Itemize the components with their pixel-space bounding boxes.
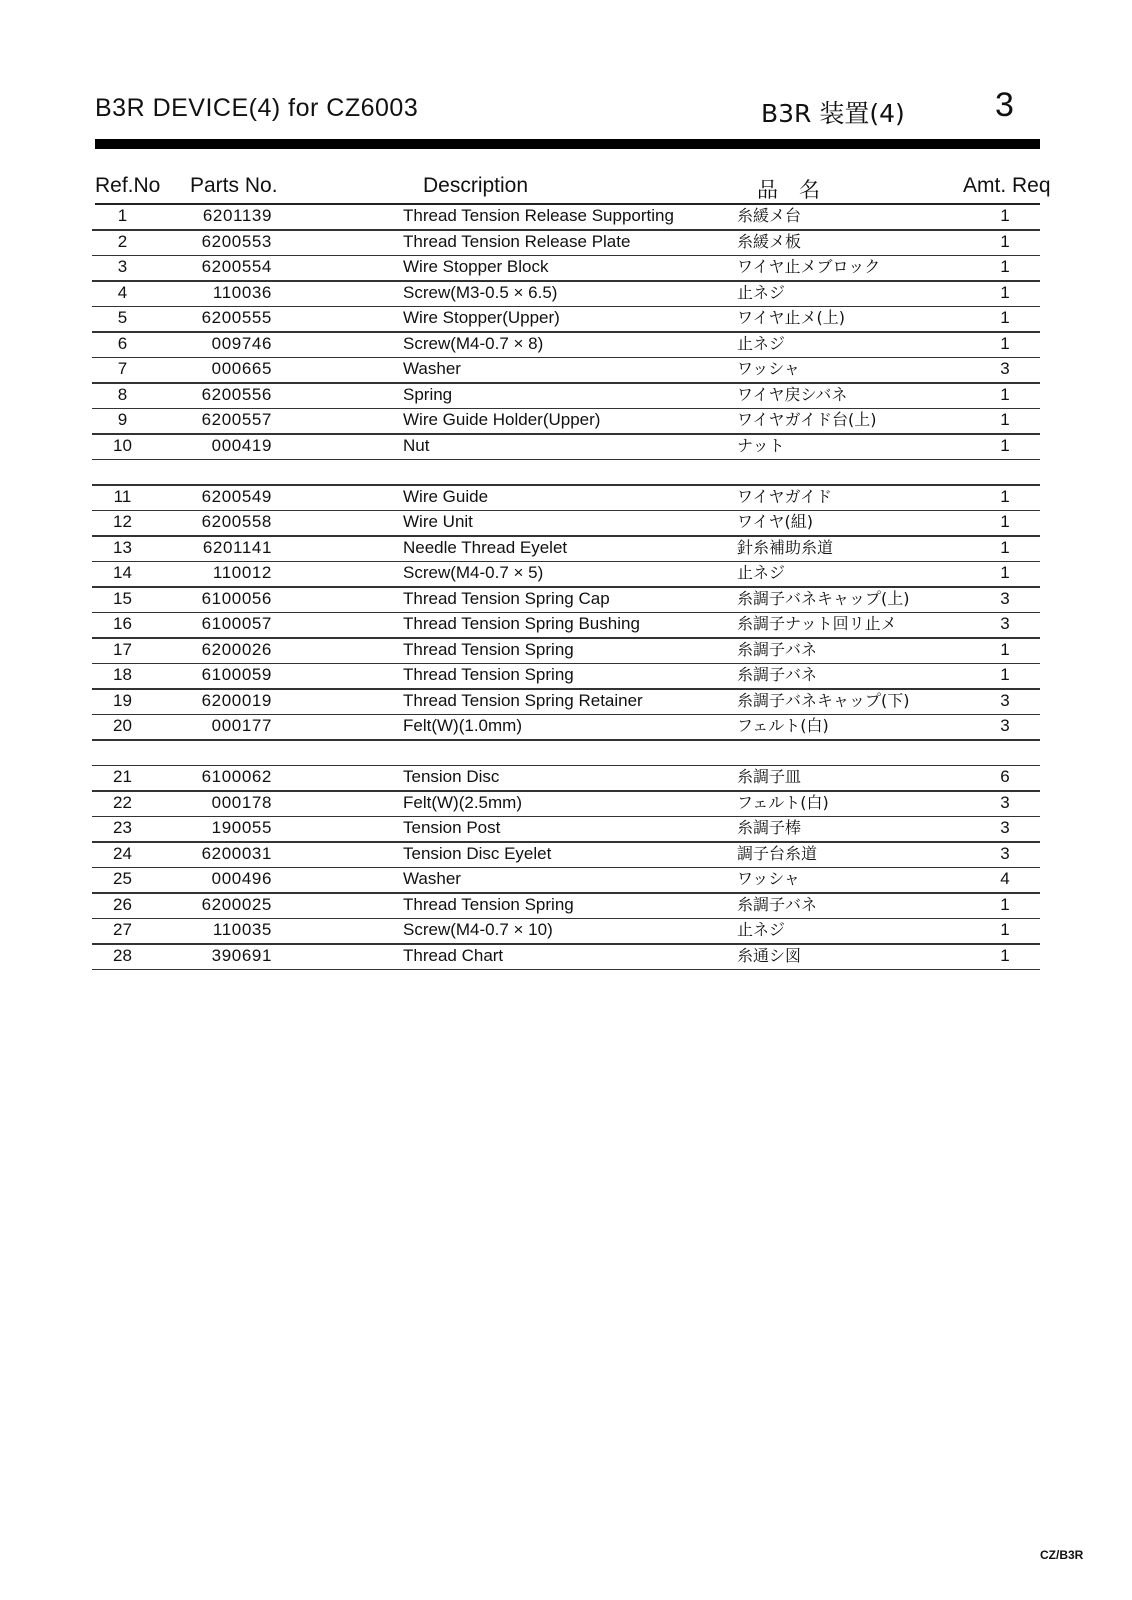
ref-no-cell: 1: [117, 206, 128, 225]
parts-no-cell: 6200556: [201, 384, 272, 404]
ref-no-cell: 22: [113, 792, 132, 812]
parts-no-cell: 000177: [211, 716, 272, 735]
parts-no-cell: 6200019: [201, 690, 272, 710]
table-row: [0, 766, 1132, 792]
name-jp-cell: ワイヤ止メ(上): [737, 308, 846, 327]
name-jp-cell: フェルト(白): [737, 716, 829, 735]
description-cell: Wire Stopper Block: [403, 257, 549, 276]
amount-cell: 1: [1000, 512, 1010, 531]
table-row: [0, 282, 1132, 308]
header-rule: [95, 139, 1040, 149]
ref-no-cell: 10: [113, 435, 132, 455]
description-cell: Screw(M4-0.7 × 5): [403, 563, 544, 582]
parts-no-cell: 6200554: [201, 257, 272, 276]
ref-no-cell: 16: [113, 614, 132, 633]
ref-no-cell: 11: [113, 486, 132, 506]
parts-no-cell: 6200557: [201, 410, 272, 429]
table-row: [0, 664, 1132, 690]
parts-no-cell: 000665: [211, 359, 272, 378]
table-row: [0, 384, 1132, 410]
description-cell: Washer: [403, 869, 461, 888]
name-jp-cell: 糸調子バネ: [737, 894, 818, 914]
page-header: [95, 88, 1040, 134]
ref-no-cell: 14: [113, 563, 132, 582]
ref-no-cell: 13: [113, 537, 132, 557]
ref-no-cell: 3: [117, 257, 128, 276]
ref-no-cell: 12: [113, 512, 132, 531]
ref-no-cell: 18: [113, 665, 132, 684]
name-jp-cell: ワイヤ止メブロック: [737, 257, 881, 276]
name-jp-cell: 止ネジ: [737, 282, 786, 302]
parts-no-cell: 190055: [211, 818, 272, 837]
table-row: [0, 613, 1132, 639]
description-cell: Felt(W)(2.5mm): [403, 792, 522, 812]
parts-no-cell: 6100056: [201, 588, 272, 608]
amount-cell: 1: [1000, 537, 1010, 557]
table-row: [0, 715, 1132, 741]
name-jp-cell: 糸調子皿: [737, 767, 802, 786]
ref-no-cell: 24: [113, 843, 132, 863]
name-jp-cell: ワイヤガイド台(上): [737, 410, 877, 429]
column-header-description: Description: [423, 174, 529, 197]
description-cell: Needle Thread Eyelet: [403, 537, 568, 557]
table-row: [0, 307, 1132, 333]
name-jp-cell: 糸緩メ台: [737, 206, 802, 225]
name-jp-cell: 止ネジ: [737, 563, 786, 582]
table-row: [0, 537, 1132, 563]
table-row: [0, 792, 1132, 818]
amount-cell: 1: [1000, 665, 1010, 684]
table-row: [0, 435, 1132, 461]
table-row: [0, 690, 1132, 716]
description-cell: Thread Tension Spring Retainer: [403, 690, 643, 710]
row-divider: [92, 969, 1040, 971]
amount-cell: 3: [1000, 843, 1010, 863]
ref-no-cell: 27: [113, 920, 132, 939]
name-jp-cell: 糸通シ図: [737, 945, 802, 965]
description-cell: Tension Post: [403, 818, 501, 837]
ref-no-cell: 5: [117, 308, 128, 327]
ref-no-cell: 7: [117, 359, 128, 378]
document-title-jp: B3R 装置(4): [761, 99, 905, 128]
footer-code: CZ/B3R: [1040, 1548, 1084, 1562]
name-jp-cell: ワッシャ: [737, 869, 800, 888]
parts-no-cell: 6200025: [201, 894, 272, 914]
ref-no-cell: 25: [113, 869, 132, 888]
table-row: [0, 639, 1132, 665]
name-jp-cell: 糸調子棒: [737, 818, 802, 837]
description-cell: Spring: [403, 384, 453, 404]
amount-cell: 1: [1000, 639, 1010, 659]
table-row: [0, 231, 1132, 257]
name-jp-cell: 糸調子バネキャップ(下): [737, 690, 910, 710]
name-jp-cell: ワイヤガイド: [737, 486, 833, 506]
parts-no-cell: 6100059: [201, 665, 272, 684]
parts-no-cell: 6201141: [202, 537, 272, 557]
parts-no-cell: 6200553: [201, 231, 272, 251]
page-number: 3: [995, 86, 1014, 124]
description-cell: Thread Tension Spring: [403, 894, 574, 914]
description-cell: Thread Tension Spring: [403, 639, 574, 659]
ref-no-cell: 20: [113, 716, 132, 735]
parts-no-cell: 110012: [212, 563, 272, 582]
parts-no-cell: 390691: [211, 945, 272, 965]
parts-no-cell: 000419: [211, 435, 272, 455]
amount-cell: 6: [1000, 767, 1010, 786]
description-cell: Thread Chart: [403, 945, 504, 965]
amount-cell: 1: [1000, 333, 1010, 353]
table-row: [0, 588, 1132, 614]
parts-no-cell: 6100062: [201, 767, 272, 786]
document-title: B3R DEVICE(4) for CZ6003: [95, 94, 419, 122]
description-cell: Screw(M3-0.5 × 6.5): [403, 282, 558, 302]
parts-no-cell: 6200558: [201, 512, 272, 531]
column-header-parts-no: Parts No.: [190, 174, 278, 197]
amount-cell: 3: [1000, 690, 1010, 710]
description-cell: Wire Guide Holder(Upper): [403, 410, 601, 429]
name-jp-cell: フェルト(白): [737, 792, 829, 812]
description-cell: Thread Tension Spring Cap: [403, 588, 610, 608]
parts-no-cell: 000178: [211, 792, 272, 812]
description-cell: Wire Stopper(Upper): [403, 308, 560, 327]
parts-no-cell: 6200549: [201, 486, 272, 506]
table-row: [0, 358, 1132, 384]
description-cell: Wire Guide: [403, 486, 489, 506]
ref-no-cell: 19: [113, 690, 132, 710]
table-row: [0, 894, 1132, 920]
table-row: [0, 256, 1132, 282]
ref-no-cell: 15: [113, 588, 132, 608]
amount-cell: 1: [1000, 945, 1010, 965]
amount-cell: 1: [1000, 282, 1010, 302]
column-header-amt-req: Amt. Req: [963, 174, 1051, 197]
ref-no-cell: 26: [113, 894, 132, 914]
table-row: [0, 333, 1132, 359]
name-jp-cell: 糸調子バネキャップ(上): [737, 588, 910, 608]
amount-cell: 1: [1000, 410, 1010, 429]
parts-no-cell: 6200026: [201, 639, 272, 659]
amount-cell: 1: [1000, 486, 1010, 506]
table-row: [0, 868, 1132, 894]
parts-no-cell: 6200555: [201, 308, 272, 327]
name-jp-cell: 糸緩メ板: [737, 231, 802, 251]
table-spacer-row: [0, 460, 1132, 486]
amount-cell: 3: [1000, 359, 1010, 378]
description-cell: Thread Tension Release Supporting: [403, 206, 674, 225]
description-cell: Felt(W)(1.0mm): [403, 716, 522, 735]
description-cell: Thread Tension Release Plate: [403, 231, 631, 251]
ref-no-cell: 23: [113, 818, 132, 837]
amount-cell: 3: [1000, 716, 1010, 735]
ref-no-cell: 8: [117, 384, 128, 404]
ref-no-cell: 4: [117, 282, 128, 302]
parts-no-cell: 000496: [211, 869, 272, 888]
parts-no-cell: 6200031: [201, 843, 272, 863]
amount-cell: 1: [1000, 435, 1010, 455]
ref-no-cell: 2: [117, 231, 128, 251]
amount-cell: 1: [1000, 894, 1010, 914]
parts-no-cell: 6201139: [202, 206, 272, 225]
ref-no-cell: 17: [113, 639, 132, 659]
parts-no-cell: 110036: [212, 282, 272, 302]
table-row: [0, 919, 1132, 945]
ref-no-cell: 9: [117, 410, 128, 429]
amount-cell: 3: [1000, 792, 1010, 812]
description-cell: Nut: [403, 435, 430, 455]
description-cell: Screw(M4-0.7 × 10): [403, 920, 553, 939]
name-jp-cell: 糸調子バネ: [737, 639, 818, 659]
parts-no-cell: 6100057: [201, 614, 272, 633]
description-cell: Washer: [403, 359, 461, 378]
amount-cell: 4: [1000, 869, 1010, 888]
name-jp-cell: 調子台糸道: [737, 843, 818, 863]
ref-no-cell: 21: [113, 767, 132, 786]
name-jp-cell: ワッシャ: [737, 359, 800, 378]
description-cell: Screw(M4-0.7 × 8): [403, 333, 544, 353]
amount-cell: 1: [1000, 257, 1010, 276]
table-row: [0, 562, 1132, 588]
ref-no-cell: 6: [117, 333, 128, 353]
amount-cell: 3: [1000, 614, 1010, 633]
amount-cell: 1: [1000, 308, 1010, 327]
table-row: [0, 205, 1132, 231]
description-cell: Thread Tension Spring Bushing: [403, 614, 640, 633]
name-jp-cell: 糸調子ナット回リ止メ: [737, 614, 897, 633]
description-cell: Wire Unit: [403, 512, 473, 531]
table-row: [0, 817, 1132, 843]
amount-cell: 1: [1000, 206, 1010, 225]
amount-cell: 1: [1000, 563, 1010, 582]
parts-no-cell: 009746: [211, 333, 272, 353]
name-jp-cell: ワイヤ(組): [737, 512, 814, 531]
column-header-name-jp: 品 名: [757, 178, 820, 202]
column-header-ref-no: Ref.No: [95, 174, 161, 197]
name-jp-cell: ナット: [737, 435, 785, 455]
amount-cell: 1: [1000, 384, 1010, 404]
ref-no-cell: 28: [113, 945, 132, 965]
table-spacer-row: [0, 741, 1132, 767]
name-jp-cell: ワイヤ戻シバネ: [737, 384, 848, 404]
name-jp-cell: 止ネジ: [737, 920, 786, 939]
parts-no-cell: 110035: [212, 920, 272, 939]
amount-cell: 1: [1000, 920, 1010, 939]
table-row: [0, 486, 1132, 512]
table-row: [0, 843, 1132, 869]
table-row: [0, 511, 1132, 537]
table-row: [0, 945, 1132, 971]
amount-cell: 3: [1000, 818, 1010, 837]
name-jp-cell: 止ネジ: [737, 333, 786, 353]
description-cell: Tension Disc: [403, 767, 500, 786]
description-cell: Thread Tension Spring: [403, 665, 574, 684]
description-cell: Tension Disc Eyelet: [403, 843, 552, 863]
name-jp-cell: 糸調子バネ: [737, 665, 818, 684]
amount-cell: 3: [1000, 588, 1010, 608]
name-jp-cell: 針糸補助糸道: [737, 537, 834, 557]
table-row: [0, 409, 1132, 435]
amount-cell: 1: [1000, 231, 1010, 251]
